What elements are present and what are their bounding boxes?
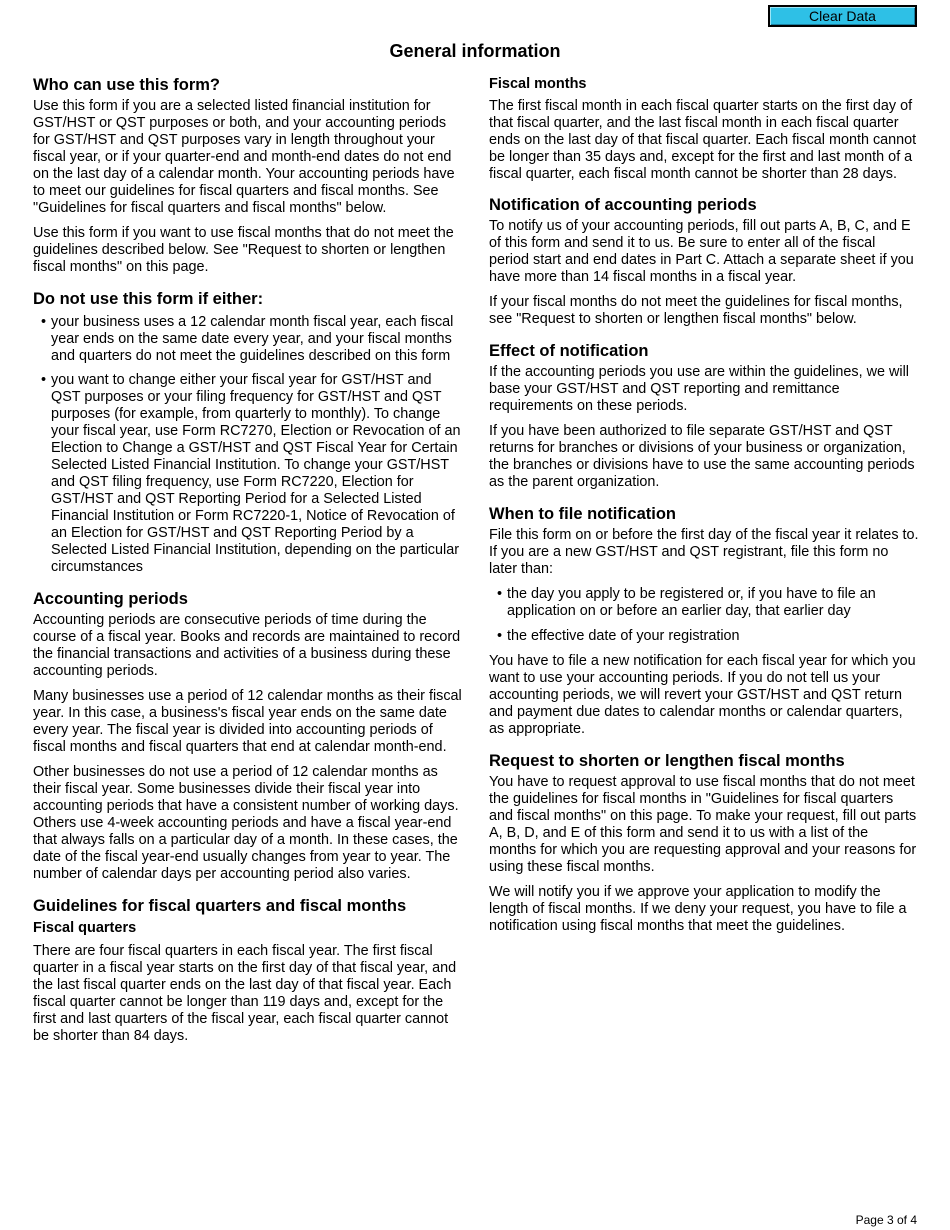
accounting-periods-heading: Accounting periods — [33, 590, 188, 608]
list-item: • the day you apply to be registered or, if you have to file an application on or before an earlier day, that earlier day — [489, 586, 919, 620]
fiscal-quarters-subheading: Fiscal quarters — [33, 920, 137, 936]
when-to-file-list — [489, 586, 919, 645]
fiscal-months-subheading: Fiscal months — [489, 76, 587, 92]
list-item: • you want to change either your fiscal year for GST/HST and QST purposes or your filing frequency for GST/HST and QST purposes (for example, from quarterly to monthly). To change your fiscal year, use Form RC7270, Election or Revocation of an Election to Change a GST/HST and QST Fiscal Year for Certain Selected Listed Financial Institution. To change your GST/HST and QST filing frequency, use Form RC7220, Election for GST/HST and QST Reporting Period for a Selected Listed Financial Institution or Form RC7220-1, Notice of Revocation of an Election for GST/HST and QST Reporting Period by a Selected Listed Financial Institution, depending on the particular circumstances — [33, 372, 463, 576]
who-can-use-paragraph-1: Use this form if you are a selected listed financial institution for GST/HST or QST purposes or both, and your accounting periods for GST/HST and QST purposes vary in length throughout your fiscal year, or if your quarter-end and month-end dates do not end on the last day of a calendar month. Your accounting periods have to meet our guidelines for fiscal quarters and fiscal months. See "Guidelines for fiscal quarters and fiscal months" below. — [33, 98, 455, 216]
list-item: • the effective date of your registration — [489, 628, 919, 645]
do-not-use-list — [33, 314, 463, 576]
notification-heading: Notification of accounting periods — [489, 196, 757, 214]
request-paragraph-1: You have to request approval to use fiscal months that do not meet the guidelines for fiscal months in "Guidelines for fiscal quarters and fiscal months" on this page. To make your request, fill out parts A, B, D, and E of this form and send it to us with a list of the months for which you are requesting approval and your reasons for using these fiscal months. — [489, 774, 917, 875]
guidelines-heading: Guidelines for fiscal quarters and fiscal months — [33, 897, 407, 915]
when-to-file-paragraph-2: You have to file a new notification for each fiscal year for which you want to use your accounting periods. If you do not tell us your accounting periods, we will revert your GST/HST and QST return and payment due dates to calendar months or calendar quarters, as appropriate. — [489, 653, 916, 737]
clear-data-button[interactable]: Clear Data — [768, 5, 917, 27]
request-heading: Request to shorten or lengthen fiscal months — [489, 752, 845, 770]
effect-paragraph-2: If you have been authorized to file separate GST/HST and QST returns for branches or divisions of your business or organization, the branches or divisions have to use the same accounting periods as the parent organization. — [489, 423, 915, 490]
notification-paragraph-1: To notify us of your accounting periods, fill out parts A, B, C, and E of this form and send it to us. Be sure to enter all of the fiscal period start and end dates in Part C. Attach a separate sheet if you have more than 14 fiscal months in a fiscal year. — [489, 218, 914, 285]
fiscal-months-paragraph: The first fiscal month in each fiscal quarter starts on the first day of that fiscal quarter, and the last fiscal month in each fiscal quarter ends on the last day of that fiscal quarter. Each fiscal month cannot be longer than 35 days and, except for the first and last month of a fiscal quarter, each fiscal month cannot be shorter than 28 days. — [489, 98, 917, 182]
who-can-use-heading: Who can use this form? — [33, 76, 221, 94]
effect-paragraph-1: If the accounting periods you use are within the guidelines, we will base your GST/HST and QST reporting and remittance requirements on these periods. — [489, 364, 909, 414]
accounting-periods-paragraph-1: Accounting periods are consecutive periods of time during the course of a fiscal year. Books and records are maintained to record the financial transactions and activities of a business during these accounting periods. — [33, 612, 461, 679]
notification-paragraph-2: If your fiscal months do not meet the guidelines for fiscal months, see "Request to shorten or lengthen fiscal months" below. — [489, 294, 903, 327]
do-not-use-heading: Do not use this form if either: — [33, 290, 264, 308]
accounting-periods-paragraph-3: Other businesses do not use a period of 12 calendar months as their fiscal year. Some businesses divide their fiscal year into accounting periods that have a consistent number of working days. Others use 4-week accounting periods and have a fiscal year-end that always falls on a particular day of a month. In these cases, the date of the fiscal year-end usually changes from year to year. The number of calendar days per accounting period also varies. — [33, 764, 459, 882]
accounting-periods-paragraph-2: Many businesses use a period of 12 calendar months as their fiscal year. In this case, a business's fiscal year ends on the same date every year. The fiscal year is divided into accounting periods of fiscal months and fiscal quarters that end at calendar month-end. — [33, 688, 462, 755]
page-number: Page 3 of 4 — [855, 1213, 917, 1227]
when-to-file-heading: When to file notification — [489, 505, 676, 523]
fiscal-quarters-paragraph: There are four fiscal quarters in each fiscal year. The first fiscal quarter in a fiscal year starts on the first day of that fiscal year, and the last fiscal quarter ends on the last day of that fiscal year. Each fiscal quarter cannot be longer than 119 days and, except for the first and last quarters of the fiscal year, each fiscal quarter cannot be shorter than 84 days. — [33, 943, 457, 1044]
list-item: • your business uses a 12 calendar month fiscal year, each fiscal year ends on the same date every year, and your fiscal months and quarters do not meet the guidelines described on this form — [33, 314, 463, 365]
right-column — [489, 75, 919, 935]
who-can-use-paragraph-2: Use this form if you want to use fiscal months that do not meet the guidelines described below. See "Request to shorten or lengthen fiscal months" on this page. — [33, 225, 454, 275]
request-paragraph-2: We will notify you if we approve your application to modify the length of fiscal months. If we deny your request, you have to file a notification using fiscal months that meet the guidelines. — [489, 884, 907, 934]
effect-heading: Effect of notification — [489, 342, 649, 360]
when-to-file-paragraph-1: File this form on or before the first day of the fiscal year it relates to. If you are a new GST/HST and QST registrant, file this form no later than: — [489, 527, 919, 577]
page-title: General information — [389, 41, 561, 61]
left-column — [33, 75, 463, 1045]
